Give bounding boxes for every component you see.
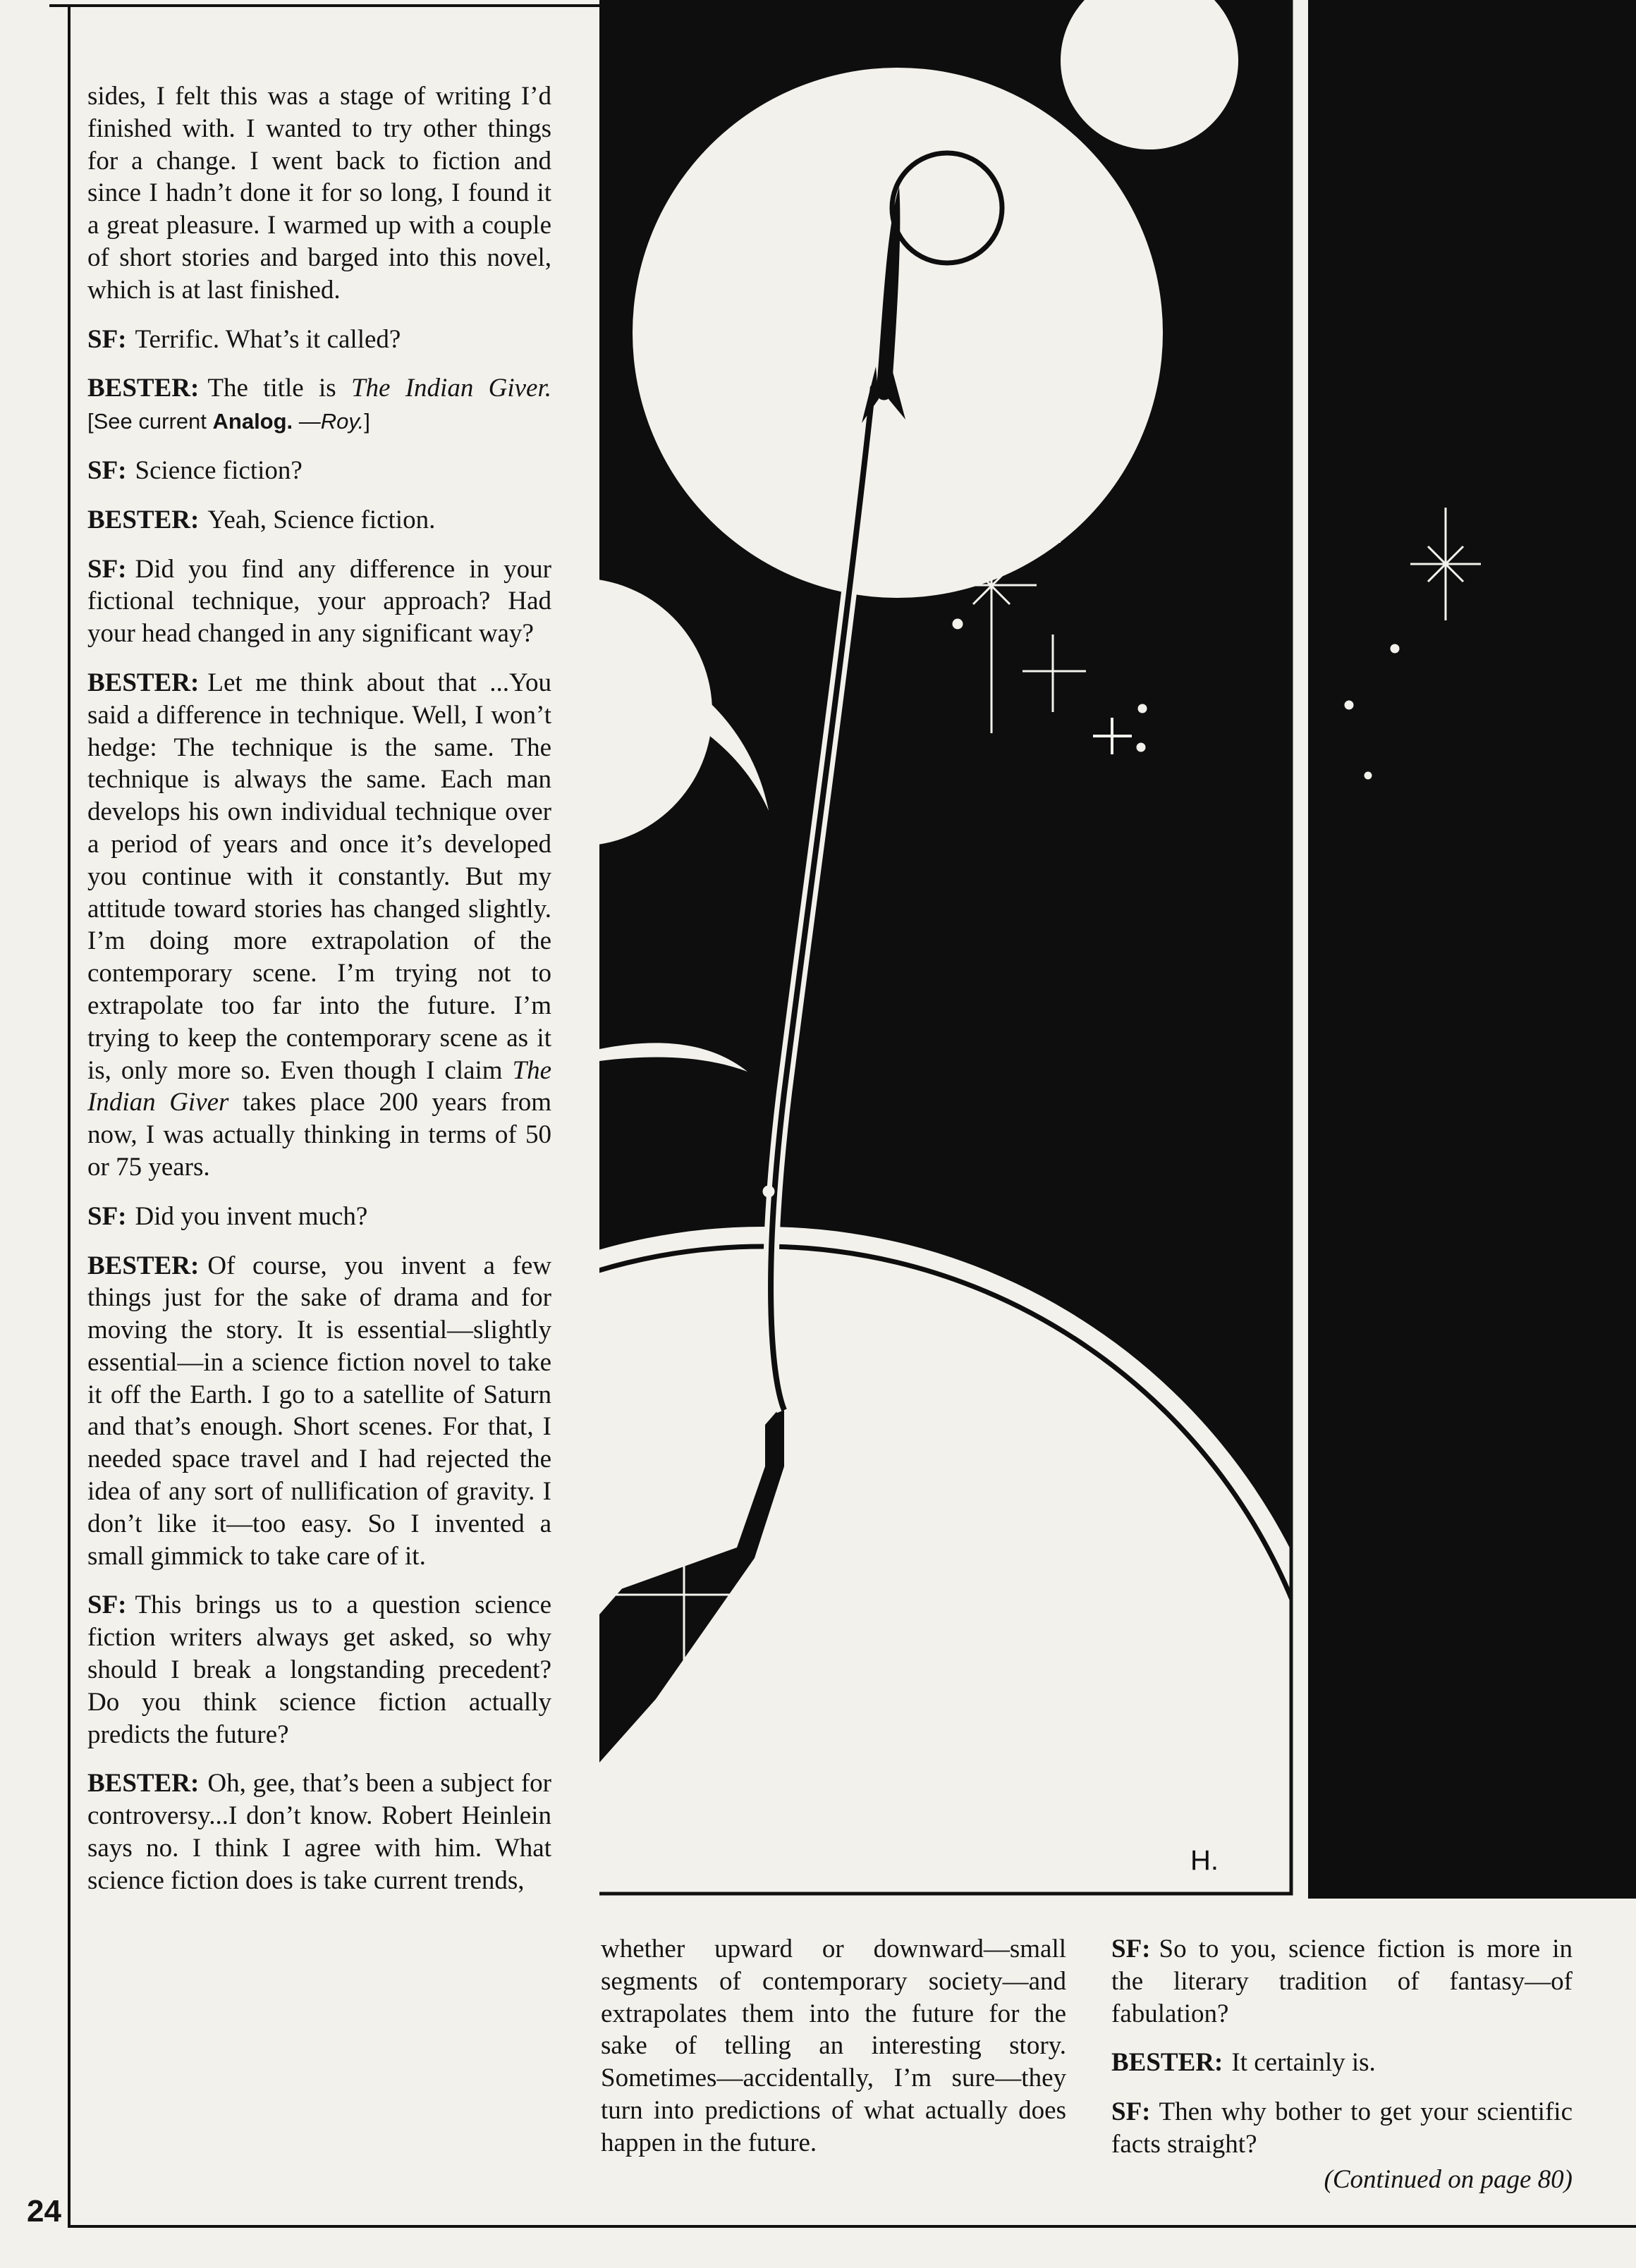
- speaker-label: BESTER:: [87, 1769, 200, 1798]
- answer-4: BESTER: Of course, you invent a few things just for the sake of drama and for moving the story. It is essential—slightly essential—in a science fiction novel to take it off the Earth. I go to a satellite of Saturn and that’s enough. Short scenes. For that, I needed space travel and I had rejected the idea of any sort of nullification of gravity. I don’t like it—too easy. So I invented a small gimmick to take care of it.: [87, 1251, 551, 1571]
- question-3: SF: Did you find any difference in your fictional technique, your approach? Had your head changed in any significant way?: [87, 554, 551, 649]
- large-moon: [633, 68, 1163, 598]
- column-3: [1111, 1933, 1573, 2196]
- speaker-label: BESTER:: [87, 374, 200, 403]
- question-7: SF: Then why bother to get your scientific facts straight?: [1111, 2097, 1573, 2159]
- speaker-label: SF:: [87, 324, 127, 354]
- artist-signature: H.: [1190, 1845, 1219, 1876]
- column-1: [87, 80, 551, 1897]
- question-4: SF: Did you invent much?: [87, 1201, 368, 1231]
- speaker-label: SF:: [87, 1201, 127, 1231]
- speaker-label: SF:: [87, 455, 127, 485]
- answer-1: BESTER: The title is The Indian Giver. [See current Analog. —Roy.]: [87, 374, 551, 434]
- speaker-label: SF:: [87, 554, 127, 584]
- speaker-label: SF:: [87, 1590, 127, 1620]
- book-title: The Indian Giver: [87, 1055, 551, 1117]
- book-title: The Indian Giver.: [350, 374, 551, 403]
- question-6: SF: So to you, science fiction is more in the literary tradition of fantasy—of fabulation?: [1111, 1935, 1573, 2028]
- space-illustration: [599, 0, 1636, 1904]
- answer-5: BESTER: Oh, gee, that’s been a subject for controversy...I don’t know. Robert Heinlein says no. I think I agree with him. What science fiction does is take current trends,: [87, 1769, 551, 1895]
- frame-left-rule: [68, 6, 71, 2228]
- continued-note: (Continued on page 80): [1324, 2164, 1573, 2194]
- rocket-launch-planets-illustration: [599, 0, 1636, 1904]
- page-number: 24: [27, 2194, 61, 2229]
- answer-3: BESTER: Let me think about that ...You said a difference in technique. Well, I won’t hedge: The technique is the same. The technique is always the same. Each man develops his own individual technique over a period of years and once it’s developed you continue with it constantly. But my attitude toward stories has changed slightly. I’m doing more extrapolation of the contemporary scene. I’m trying not to extrapolate too far into the future. I’m trying to keep the contemporary scene as it is, only more so. Even though I claim The Indian Giver takes place 200 years from now, I was actually thinking in terms of 50 or 75 years.: [87, 668, 552, 1182]
- speaker-label: BESTER:: [87, 668, 200, 697]
- speaker-label: SF:: [1111, 1935, 1151, 1963]
- question-1: SF: Terrific. What’s it called?: [87, 324, 401, 354]
- paragraph-intro: sides, I felt this was a stage of writing I’d finished with. I wanted to try other things for a change. I went back to fiction and since I hadn’t done it for so long, I found it a great pleasure. I warmed up with a couple of short stories and barged into this novel, which is at last finished.: [87, 82, 551, 305]
- question-5: SF: This brings us to a question science fiction writers always get asked, so why should I break a longstanding precedent? Do you think science fiction actually predicts the future?: [87, 1590, 551, 1749]
- answer-6: BESTER: It certainly is.: [1111, 2048, 1376, 2078]
- speaker-label: SF:: [1111, 2097, 1151, 2127]
- answer-2: BESTER: Yeah, Science fiction.: [87, 505, 436, 534]
- speaker-label: BESTER:: [1111, 2048, 1223, 2078]
- frame-bottom-rule: [68, 2225, 1636, 2228]
- column-2: [601, 1933, 1066, 2159]
- speaker-label: BESTER:: [87, 505, 200, 534]
- paragraph-continuation: whether upward or downward—small segments of contemporary society—and extrapolates them into the future for the sake of telling an interesting story. Sometimes—accidentally, I’m sure—they turn into predictions of what actually does happen in the future.: [601, 1935, 1066, 2157]
- frame-top-rule: [49, 4, 599, 7]
- right-strip: [1308, 0, 1636, 1899]
- speaker-label: BESTER:: [87, 1251, 200, 1280]
- question-2: SF: Science fiction?: [87, 455, 303, 485]
- editor-note: [See current Analog. —Roy.]: [87, 409, 370, 434]
